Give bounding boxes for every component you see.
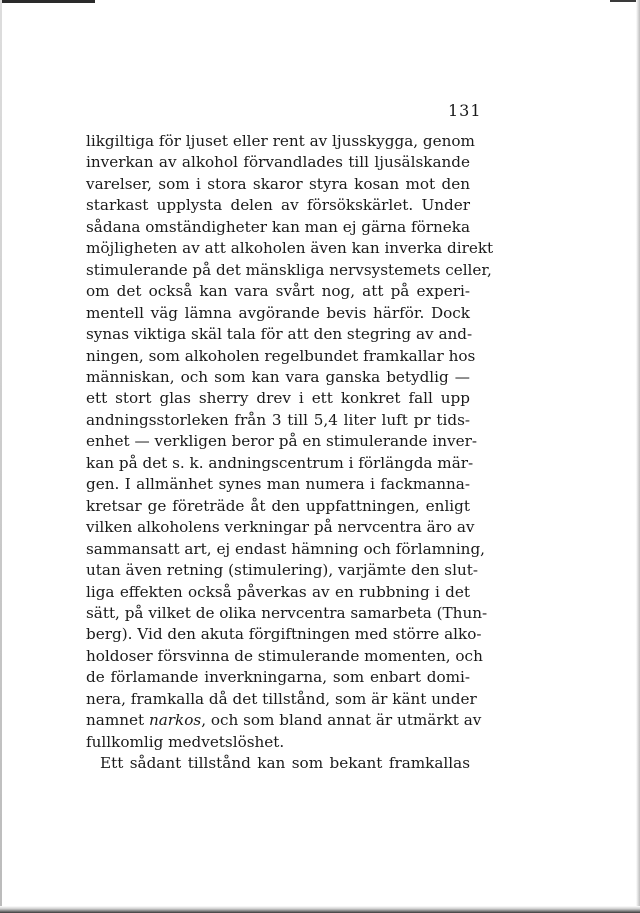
italic-term: narkos xyxy=(148,711,202,730)
text-line: kretsar ge företräde åt den uppfattningen, enligt xyxy=(86,496,470,515)
text-line: utan även retning (stimulering), varjämte den slut- xyxy=(86,561,478,580)
text-line: likgiltiga för ljuset eller rent av ljusskygga, genom xyxy=(86,132,475,150)
text-line: om det också kan vara svårt nog, att på experi- xyxy=(86,282,470,301)
text-line: starkast upplysta delen av försökskärlet. Under xyxy=(86,196,470,215)
text-line: liga effekten också påverkas av en rubbning i det xyxy=(86,582,470,601)
text-line: gen. I allmänhet synes man numera i fackmanna- xyxy=(86,475,470,494)
text-line: nera, framkalla då det tillstånd, som är känt under xyxy=(86,689,477,708)
text-line: holdoser försvinna de stimulerande momenten, och xyxy=(86,646,483,665)
text-line: inverkan av alkohol förvandlades till ljusälskande xyxy=(86,153,470,172)
text-line: berg). Vid den akuta förgiftningen med större alko- xyxy=(86,625,482,644)
text-line: varelser, som i stora skaror styra kosan mot den xyxy=(86,174,470,193)
text-line: vilken alkoholens verkningar på nervcentra äro av xyxy=(86,518,475,537)
text-line: människan, och som kan vara ganska betydlig — xyxy=(86,367,470,386)
text-line: mentell väg lämna avgörande bevis härför. Dock xyxy=(86,303,470,322)
paragraph-end-line: fullkomlig medvetslöshet. xyxy=(86,732,285,751)
line-text-before: namnet xyxy=(86,711,149,730)
scan-edge-top-left xyxy=(0,0,95,3)
text-line: de förlamande inverkningarna, som enbart domi- xyxy=(86,668,470,687)
text-line: stimulerande på det mänskliga nervsystemets celler, xyxy=(86,260,492,279)
text-line: ett stort glas sherry drev i ett konkret fall upp xyxy=(86,389,470,408)
line-text-after: , och som bland annat är utmärkt av xyxy=(201,711,482,730)
text-line: sådana omständigheter kan man ej gärna förneka xyxy=(86,217,471,236)
text-line: ningen, som alkoholen regelbundet framkallar hos xyxy=(86,346,476,365)
scan-edge-right xyxy=(636,0,640,913)
page-number: 131 xyxy=(448,101,482,120)
text-line: kan på det s. k. andningscentrum i förlängda mär- xyxy=(86,453,474,472)
text-line: sammansatt art, ej endast hämning och förlamning, xyxy=(86,539,486,558)
scan-edge-bottom xyxy=(0,906,640,913)
scan-edge-left xyxy=(0,0,2,913)
body-text xyxy=(86,131,494,775)
text-line: andningsstorleken från 3 till 5,4 liter luft pr tids- xyxy=(86,410,470,429)
text-line: synas viktiga skäl tala för att den stegring av and- xyxy=(86,325,473,344)
text-line: möjligheten av att alkoholen även kan inverka direkt xyxy=(86,239,494,258)
text-line: enhet — verkligen beror på en stimulerande inver- xyxy=(86,432,477,451)
paragraph-start-line: Ett sådant tillstånd kan som bekant framkallas xyxy=(100,754,470,773)
text-line: sätt, på vilket de olika nervcentra samarbeta (Thun- xyxy=(86,603,488,622)
text-line-narkos xyxy=(86,710,482,731)
